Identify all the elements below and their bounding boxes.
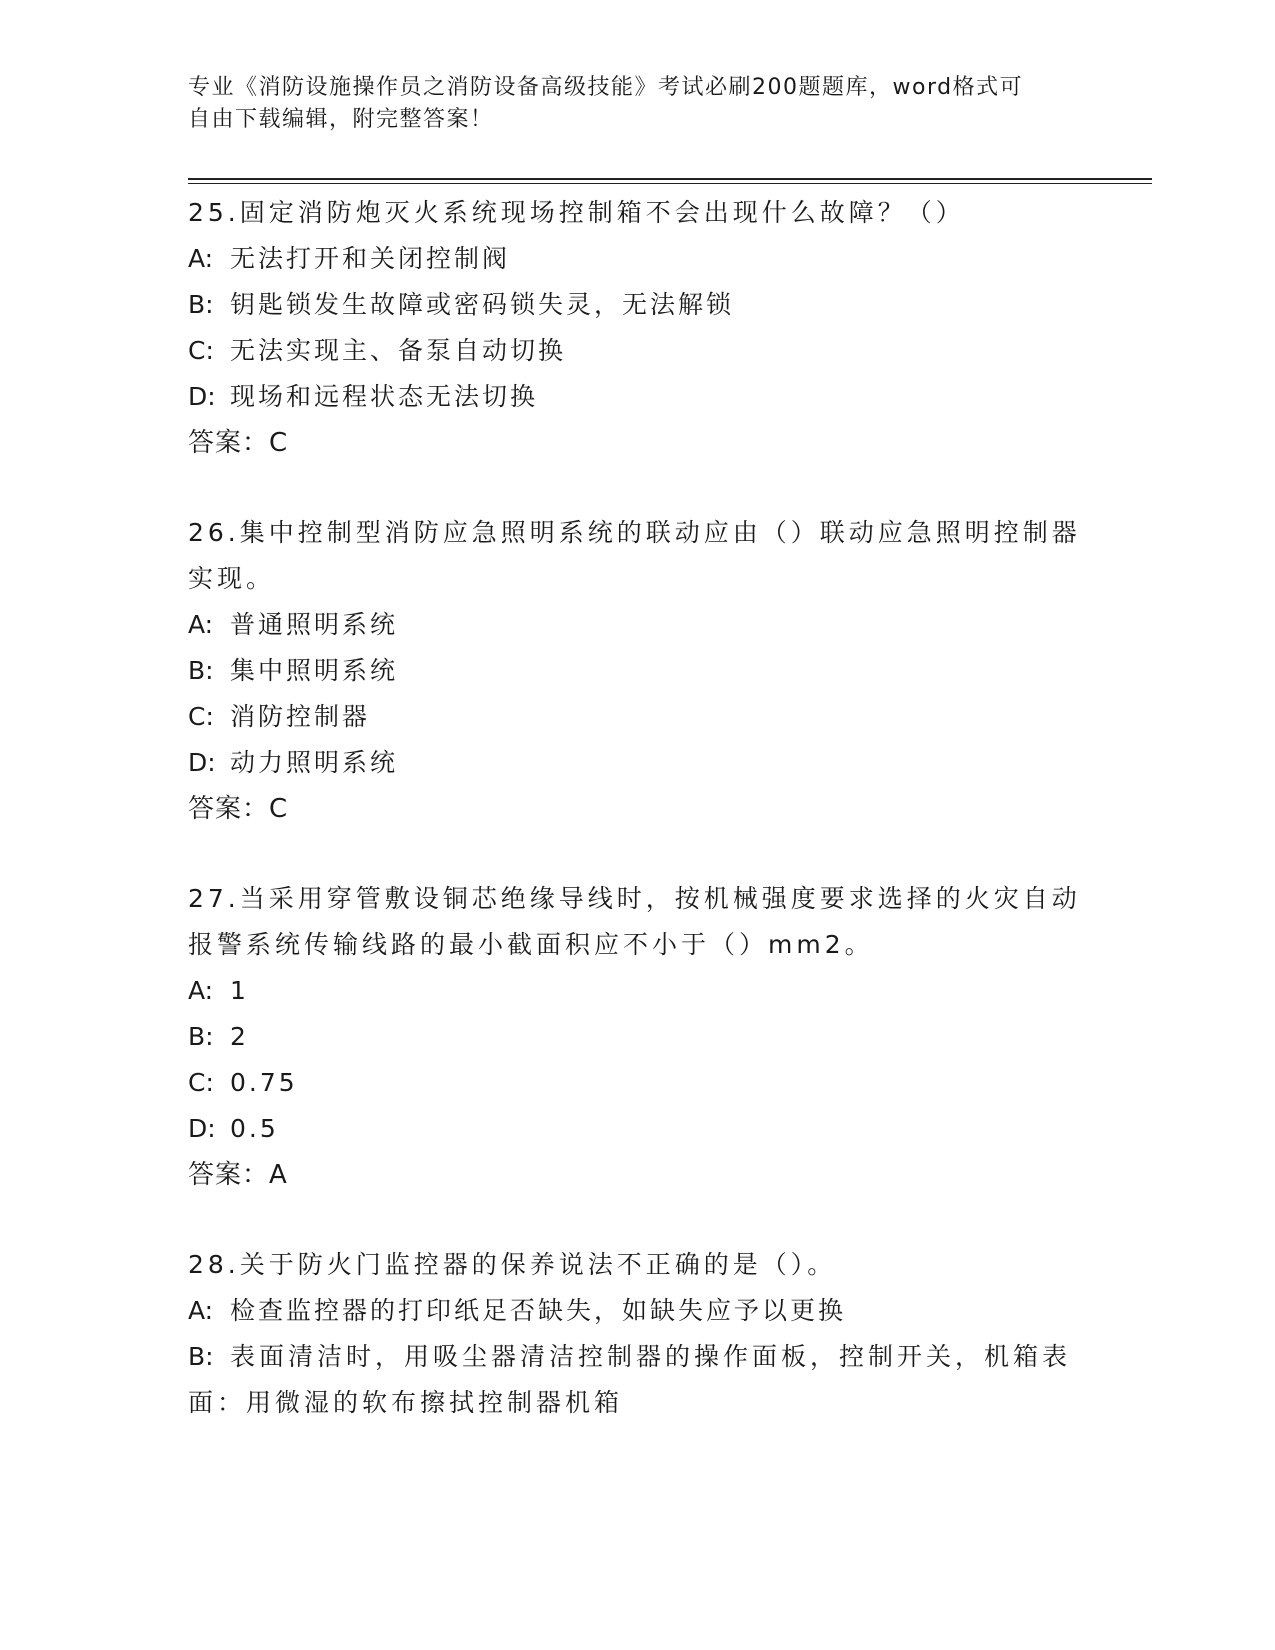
question-25 [188, 190, 1088, 466]
option-label: A: [188, 244, 214, 273]
option-text: 无法实现主、备泵自动切换 [230, 336, 567, 365]
question-list [188, 190, 1088, 1470]
option-label: C: [188, 1068, 214, 1097]
document-header [188, 72, 1088, 136]
header-divider-thick [188, 178, 1152, 180]
option-text: 消防控制器 [230, 702, 371, 731]
option-d [188, 1106, 1088, 1152]
question-27 [188, 876, 1088, 1198]
option-d [188, 740, 1088, 786]
option-text: 表面清洁时，用吸尘器清洁控制器的操作面板，控制开关，机箱表面：用微湿的软布擦拭控制器机箱 [188, 1342, 1072, 1417]
option-text: 1 [230, 976, 249, 1005]
option-text: 0.5 [230, 1114, 279, 1143]
option-c [188, 1060, 1088, 1106]
option-label: C: [188, 336, 214, 365]
header-divider-thin [188, 183, 1152, 184]
option-a [188, 236, 1088, 282]
option-b [188, 1334, 1088, 1426]
option-text: 钥匙锁发生故障或密码锁失灵，无法解锁 [230, 290, 735, 319]
option-b [188, 1014, 1088, 1060]
option-b [188, 648, 1088, 694]
option-text: 普通照明系统 [230, 610, 399, 639]
option-text: 检查监控器的打印纸足否缺失，如缺失应予以更换 [230, 1296, 847, 1325]
question-stem: 26.集中控制型消防应急照明系统的联动应由（）联动应急照明控制器实现。 [188, 518, 1081, 593]
option-label: B: [188, 656, 214, 685]
option-text: 集中照明系统 [230, 656, 399, 685]
question-stem: 28.关于防火门监控器的保养说法不正确的是（）。 [188, 1250, 837, 1279]
option-label: A: [188, 976, 214, 1005]
option-text: 0.75 [230, 1068, 298, 1097]
option-label: B: [188, 290, 214, 319]
question-stem: 25.固定消防炮灭火系统现场控制箱不会出现什么故障？（） [188, 198, 965, 227]
question-26 [188, 510, 1088, 832]
question-stem: 27.当采用穿管敷设铜芯绝缘导线时，按机械强度要求选择的火灾自动报警系统传输线路的最小截面积应不小于（）mm2。 [188, 884, 1081, 959]
option-text: 动力照明系统 [230, 748, 399, 777]
option-d [188, 374, 1088, 420]
option-label: C: [188, 702, 214, 731]
option-b [188, 282, 1088, 328]
option-label: A: [188, 610, 214, 639]
option-a [188, 968, 1088, 1014]
answer: 答案：A [188, 1160, 288, 1190]
option-label: B: [188, 1342, 214, 1371]
option-text: 现场和远程状态无法切换 [230, 382, 539, 411]
answer: 答案：C [188, 794, 289, 824]
option-a [188, 1288, 1088, 1334]
option-label: D: [188, 1114, 216, 1143]
option-label: A: [188, 1296, 214, 1325]
option-label: B: [188, 1022, 214, 1051]
header-line-1: 专业《消防设施操作员之消防设备高级技能》考试必刷200题题库，word格式可 [188, 75, 1024, 100]
option-c [188, 694, 1088, 740]
option-text: 2 [230, 1022, 249, 1051]
question-28 [188, 1242, 1088, 1426]
option-c [188, 328, 1088, 374]
option-label: D: [188, 382, 216, 411]
answer: 答案：C [188, 428, 289, 458]
header-line-2: 自由下载编辑，附完整答案！ [188, 107, 494, 132]
option-text: 无法打开和关闭控制阀 [230, 244, 511, 273]
option-a [188, 602, 1088, 648]
option-label: D: [188, 748, 216, 777]
